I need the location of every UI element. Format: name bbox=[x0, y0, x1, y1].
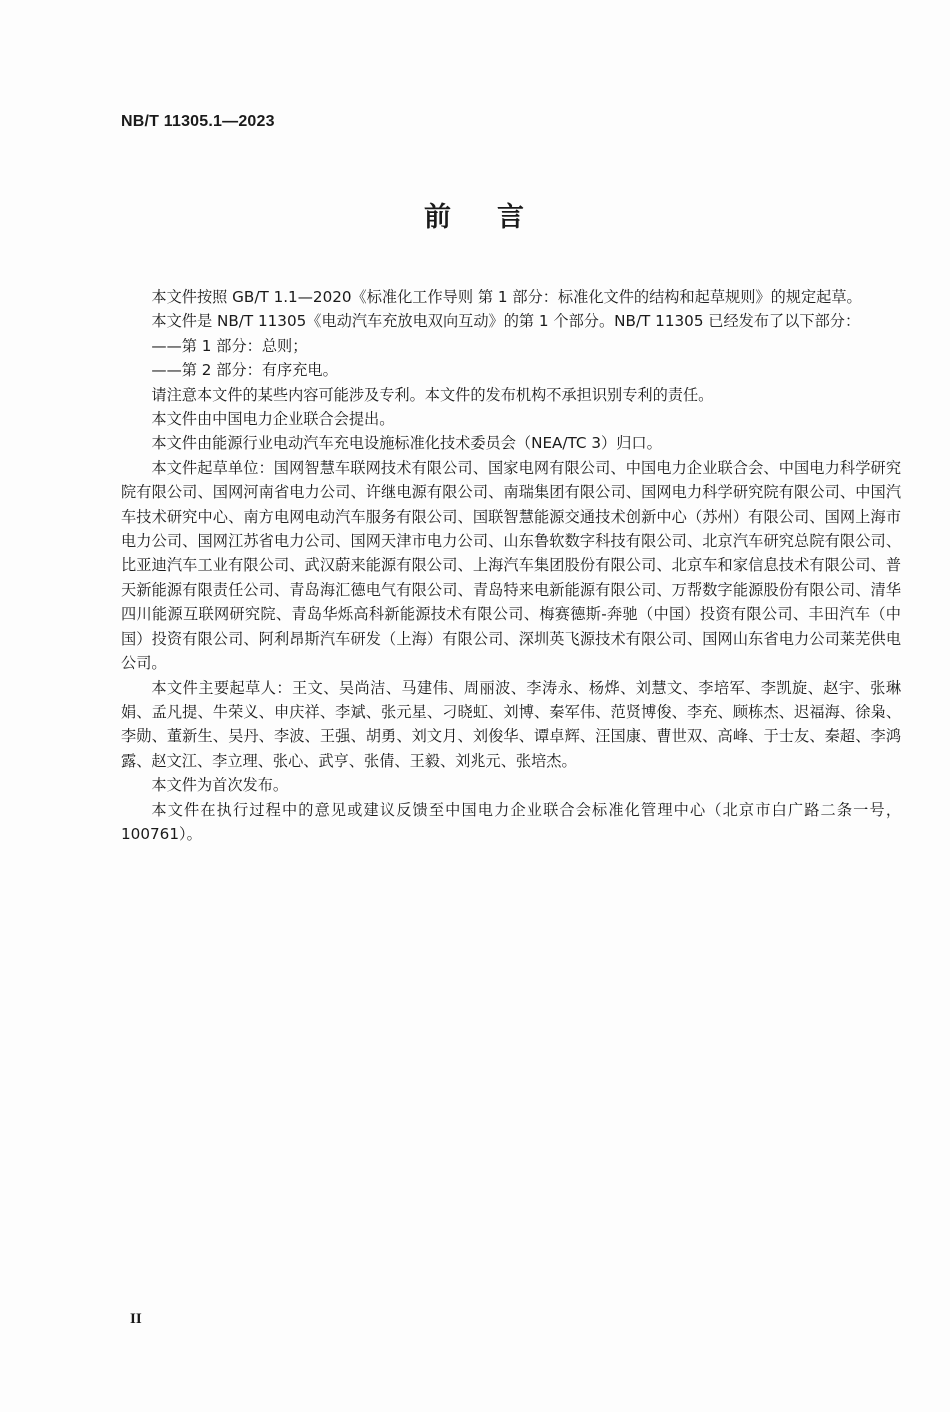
paragraph-proposed-by: 本文件由中国电力企业联合会提出。 bbox=[151, 410, 395, 429]
title-char-2: 言 bbox=[497, 202, 526, 233]
list-item-part-1: ——第 1 部分：总则； bbox=[151, 336, 308, 355]
title-char-1: 前 bbox=[424, 202, 453, 233]
paragraph-drafting-rules: 本文件按照 GB/T 1.1—2020《标准化工作导则 第 1 部分：标准化文件的结构和起草规则》的规定起草。 bbox=[151, 288, 862, 306]
paragraph-series-parts: 本文件是 NB/T 11305《电动汽车充放电双向互动》的第 1 个部分。NB/T 11305 已经发布了以下部分： bbox=[151, 312, 861, 331]
paragraph-drafters: 本文件主要起草人：王文、吴尚洁、马建伟、周丽波、李涛永、杨烨、刘慧文、李培军、李凯旋、赵宇、张琳娟、孟凡提、牛荣义、申庆祥、李斌、张元星、刁晓虹、刘博、秦军伟、范贤博俊、李充、顾栋杰、迟福海、徐枭、李勋、董新生、吴丹、李波、王强、胡勇、刘文月、刘俊华、谭卓辉、汪国康、曹世双、高峰、于士友、秦超、李鸿露、赵文江、李立理、张心、武亨、张倩、王毅、刘兆元、张培杰。 bbox=[121, 678, 901, 770]
list-item-part-2: ——第 2 部分：有序充电。 bbox=[151, 361, 338, 380]
paragraph-patent-notice: 请注意本文件的某些内容可能涉及专利。本文件的发布机构不承担识别专利的责任。 bbox=[151, 385, 714, 404]
paragraph-feedback: 本文件在执行过程中的意见或建议反馈至中国电力企业联合会标准化管理中心（北京市白广路二条一号，100761）。 bbox=[121, 800, 901, 843]
page-title bbox=[0, 195, 950, 234]
paragraph-drafting-organizations: 本文件起草单位：国网智慧车联网技术有限公司、国家电网有限公司、中国电力企业联合会、中国电力科学研究院有限公司、国网河南省电力公司、许继电源有限公司、南瑞集团有限公司、国网电力科学研究院有限公司、中国汽车技术研究中心、南方电网电动汽车服务有限公司、国联智慧能源交通技术创新中心（苏州）有限公司、国网上海市电力公司、国网江苏省电力公司、国网天津市电力公司、山东鲁软数字科技有限公司、北京汽车研究总院有限公司、比亚迪汽车工业有限公司、武汉蔚来能源有限公司、上海汽车集团股份有限公司、北京车和家信息技术有限公司、普天新能源有限责任公司、青岛海汇德电气有限公司、青岛特来电新能源有限公司、万帮数字能源股份有限公司、清华四川能源互联网研究院、青岛华烁高科新能源技术有限公司、梅赛德斯-奔驰（中国）投资有限公司、丰田汽车（中国）投资有限公司、阿利昂斯汽车研发（上海）有限公司、深圳英飞源技术有限公司、国网山东省电力公司莱芜供电公司。 bbox=[121, 458, 901, 673]
paragraph-centralized-by: 本文件由能源行业电动汽车充电设施标准化技术委员会（NEA/TC 3）归口。 bbox=[151, 434, 662, 453]
page-number: II bbox=[130, 1311, 142, 1327]
standard-code: NB/T 11305.1—2023 bbox=[121, 113, 275, 130]
foreword-body bbox=[121, 285, 901, 846]
paragraph-first-release: 本文件为首次发布。 bbox=[151, 776, 289, 795]
